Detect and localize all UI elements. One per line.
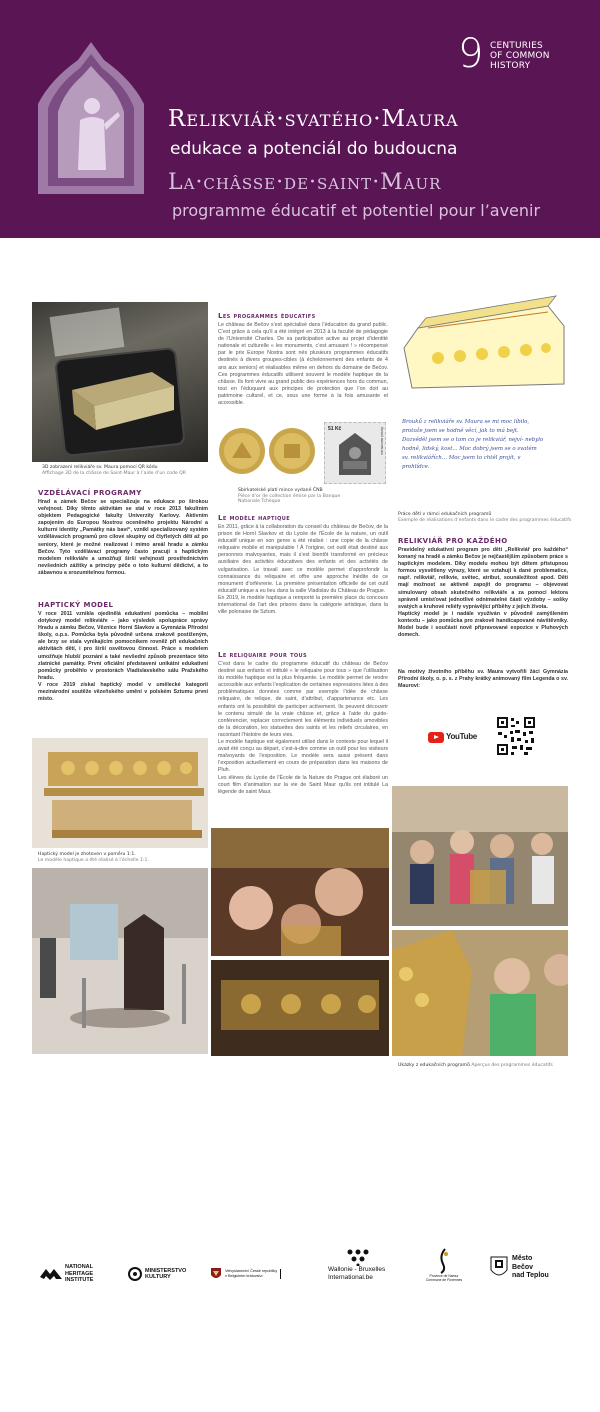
ar-caption-fr: Affichage 3D de la châsse de Saint-Maur à l’aide d’un code QR bbox=[42, 470, 186, 476]
footer-logo-embassy bbox=[210, 1258, 306, 1290]
coins-photo bbox=[218, 422, 318, 480]
saint-maur-shrine-icon bbox=[32, 40, 150, 198]
childrens-drawing bbox=[398, 288, 570, 508]
children-photo-2 bbox=[211, 960, 389, 1056]
text-film: Na motivy životního příběhu sv. Maura vytvořili žáci Gymnázia Přírodní školy, o. p. s. z Prahy krátký animovaný film Legenda o sv. Maurovi: bbox=[398, 669, 568, 690]
subtitle-fr: programme éducatif et potentiel pour l’avenir bbox=[172, 201, 541, 220]
ar-caption-cz: 3D zobrazení relikviáře sv. Maura pomocí QR kódu bbox=[42, 465, 158, 470]
footer-logo-ministry bbox=[128, 1258, 196, 1290]
becov-crest-icon bbox=[490, 1256, 508, 1280]
drawing-caption-fr: Exemple de réalisations d’enfants dans le cadre des programmes éducatifs bbox=[398, 517, 572, 523]
header-banner bbox=[0, 0, 600, 238]
florennes-label: Province de Namur Commune de Florennes bbox=[425, 1274, 463, 1283]
coins-caption-fr: Pièce d’or de collection émise par la Banque Nationale Tchèque bbox=[238, 493, 341, 505]
centuries-text: CENTURIES OF COMMON HISTORY bbox=[490, 41, 550, 71]
handwriting-line: protože jsem se hodně věcí, jak to má bejt. bbox=[402, 428, 519, 434]
ar-caption bbox=[42, 465, 212, 476]
text-kazdeho: Pravidelný edukativní program pro děti „Relikviář pro každého“ konaný na hradě a zámku Bečov je nejčastějším způsobem práce s haptickým modelem. Díky modelu mohou být dětem přístupnou formou vysvětleny výrazy, které se vztahují k dané problematice, např. relikviář, relikvie, světec, atribut, sounáležitost apod. Děti mají možnost se aktivně zapojit do programu – objevovat simulovaný obsah skutečného relikviáře a za pomoci lektora správně umísťovat jednotlivé odnímatelné části výzdoby – sošky svatých a kruhové reliéfy vyprávějící příběhy z jejich života. Haptický model je i nadále využíván v původně zamýšleném kontextu – jako pomůcka pro zrakově handicapované návštěvníky. Model bude i součástí nově připravované expozice v Pluhových domech. bbox=[398, 547, 568, 639]
haptic-model-photo bbox=[32, 738, 208, 848]
becov-label: Město Bečov nad Teplou bbox=[512, 1255, 549, 1280]
heading-kazdeho: RELIKVIÁŘ PRO KAŽDÉHO bbox=[398, 537, 508, 545]
heading-hapticky: HAPTICKÝ MODEL bbox=[38, 601, 114, 609]
stamp-country: ČESKÁ REPUBLIKA bbox=[380, 427, 384, 455]
nhi-icon bbox=[40, 1267, 62, 1281]
text-vzdelavaci: Hrad a zámek Bečov se specializuje na edukace po širokou veřejnost. Díky těmto aktivitám se stal v roce 2013 fakultním objektem Pedagogické fakulty Univerzity Karlovy. Aktivním zapojením do Europou Nostrou oceněného projektu Národní a kulturní identity „Památky nás baví“, vznikl specializovaný systém vzdělávacích programů pro cílové skupiny od čtyřletých dětí až po seniory, které je možné realizovat i mimo areál hradu a zámku Bečov. Tyto vzdělávací programy často pracují s haptickým modelem relikviáře a umožňují širší veřejnosti prostřednictvím nevšedních zážitky a principy péče o toto kulturní dědictví, a to zábavnou a srozumitelnou formou. bbox=[38, 499, 208, 576]
title-cz: Relikviář·svatého·Maura bbox=[168, 106, 459, 132]
exhibition-photo bbox=[32, 868, 208, 1054]
model-caption bbox=[38, 852, 208, 863]
heading-vzdelavaci: VZDĚLÁVACÍ PROGRAMY bbox=[38, 489, 142, 497]
examples-caption bbox=[398, 1063, 574, 1069]
text-programmes: Le château de Bečov s’est spécialisé dans l’éducation du grand public. C’est grâce à cela qu’il a été intégré en 2013 à la faculté de pédagogie de l’Université Charles. De sa participation active au projet d’identité nationale et culturelle « les monuments, c’est amusant ! » récompensé par le prix Europe Nostra sont nés plusieurs programmes éducatifs destinés à divers groupes-cibles (à échelonnement des enfants de 4 ans aux seniors) et réalisables même en dehors du domaine de Bečov. Ces programmes éducatifs utilisent souvent le modèle haptique de la châsse. Ils font vivre au grand public des expériences hors du commun, tout en l’éduquant aux principes de protection que l’on doit au patrimoine culturel, et ce, sous une forme à la fois amusante et accessible. bbox=[218, 322, 388, 407]
florennes-icon bbox=[437, 1248, 451, 1274]
centuries-number: 9 bbox=[458, 31, 484, 77]
stamp-value: 51 Kč bbox=[328, 426, 342, 432]
text-hapticky: V roce 2011 vznikla ojedinělá edukativní pomůcka – mobilní dotykový model relikviáře – jako výsledek spolupráce správy Hradu a zámku Bečov, Věznice Horní Slavkov a Gymnázia Přírodní školy, o.p.s. Pomůcka byla původně určena zrakově postiženým, ale brzy se stala vynikajícím pomocníkem rovněž při edukačních aktivitách dětí, i pro širší osvětovou činnost. Práce s modelem umožňuje hlubší poznání a také nevšední způsob prezentace této zlatnické památky. První oficiální představení unikátní edukativní pomůcky proběhlo v prostorách Vladislavského sálu Pražského hradu. V roce 2019 získal haptický model v umělecké kategorii mezinárodní soutěže vězeňského umění v polském Sztumu první místo. bbox=[38, 611, 208, 703]
ministry-label: MINISTERSTVO KULTURY bbox=[145, 1267, 187, 1280]
model-caption-fr: Le modèle haptique a été réalisé à l’échelle 1:1. bbox=[38, 857, 149, 863]
centuries-logo bbox=[458, 31, 588, 80]
coins-caption-cz: Sbírkatelské platí mince vydané ČNB bbox=[238, 488, 323, 493]
footer-logo-wbi bbox=[328, 1248, 402, 1292]
ar-qr-photo bbox=[32, 302, 208, 462]
examples-caption-cz: Ukázky z edukačních programů bbox=[398, 1063, 470, 1068]
title-fr: La·châsse·de·saint·Maur bbox=[168, 170, 442, 195]
model-caption-cz: Haptický model je zhotoven v poměru 1:1. bbox=[38, 852, 136, 857]
heading-modele: Le modèle haptique bbox=[218, 514, 291, 522]
text-reliquaire: C’est dans le cadre du programme éducatif du château de Bečov destiné aux enfants et intitulé « le reliquaire pour tous » que l’utilisation du modèle haptique est la plus fréquente. Le modèle permet de rendre accessible aux enfants l’explication de certaines expressions liées à des problématiques données comme par exemple l’idée de châsse reliquaire, de relique, de saint, d’attribut, d’appartenance etc. Les enfants ont la possibilité de participer activement. Ils peuvent découvrir le contenu simulé de la vraie châsse et, grâce à l’aide du guide-conférencier, replacer correctement les éléments individuels amovibles de la décoration, les statuettes des saints et les reliefs circulaires, en racontant l’histoire de leurs vies. Le modèle haptique est également utilisé dans le contexte pour lequel il avait été conçu au départ, c’est-à-dire comme un outil pour les visiteurs malvoyants de l’exposition. Le modèle sera aussi présent dans l’exposition actuellement en cours de préparation dans les maisons de Pluh. Les élèves du Lycée de l’École de la Nature de Prague ont élaboré un court film d’animation sur la vie de Saint Maur qu’ils ont intitulé La légende de saint Maur. bbox=[218, 661, 388, 795]
children-photo-1 bbox=[211, 828, 389, 956]
youtube-icon bbox=[428, 732, 444, 743]
wbi-dots-icon bbox=[344, 1248, 374, 1266]
youtube-label: YouTube bbox=[446, 732, 477, 741]
children-photo-4 bbox=[392, 930, 568, 1056]
heading-programmes: Les programmes éducatifs bbox=[218, 312, 316, 320]
handwriting-line: prohlídce. bbox=[402, 464, 430, 470]
handwriting-text bbox=[402, 418, 566, 472]
ministry-icon bbox=[128, 1267, 142, 1281]
coat-of-arms-icon bbox=[210, 1267, 222, 1281]
coins-caption bbox=[238, 488, 348, 505]
embassy-label: Velvyslanectví České republiky v Belgickém království bbox=[225, 1269, 281, 1279]
qr-code[interactable] bbox=[496, 716, 536, 756]
wbi-label: Wallonie - Bruxelles International.be bbox=[328, 1266, 386, 1281]
footer-logo-becov bbox=[490, 1252, 570, 1284]
heading-reliquaire: Le reliquaire pour tous bbox=[218, 651, 307, 659]
drawing-caption bbox=[398, 512, 574, 523]
footer-logo-florennes bbox=[420, 1248, 468, 1292]
handwriting-line: Dozvěděl jsem se o tom co je relikviář, nejví- nebylo bbox=[402, 437, 544, 443]
stamp-image bbox=[324, 422, 386, 484]
nhi-label: NATIONAL HERITAGE INSTITUTE bbox=[65, 1264, 94, 1284]
examples-caption-fr: Aperçus des programmes éducatifs bbox=[471, 1063, 553, 1068]
handwriting-line: Brouků z relikviáře sv. Maura se mi moc líbilo, bbox=[402, 419, 530, 425]
handwriting-line: hodně, lidský, kost... Moc dobrý jsem se o svatém bbox=[402, 446, 537, 452]
footer-logo-nhi bbox=[40, 1258, 110, 1290]
subtitle-cz: edukace a potenciál do budoucna bbox=[170, 139, 458, 159]
drawing-caption-cz: Práce dětí v rámci edukačních programů bbox=[398, 512, 492, 517]
youtube-link[interactable] bbox=[428, 730, 480, 744]
text-modele: En 2011, grâce à la collaboration du conseil du château de Bečov, de la prison de Horní Slavkov et du Lycée de l’École de la nature, un outil éducatif unique en son genre a été réalisé : une copie de la châsse reliquaire mobile et manipulable ! À l’origine, cet outil était destiné aux personnes malvoyantes, mais il s’est bientôt transformé en précieux auxiliaire des activités éducatives des enfants et des activités de vulgarisation. Le travail avec ce modèle permet d’approfondir la connaissance du reliquaire et offre une approche inédite de ce monument d’orfèvrerie. La première présentation officielle de cet outil éducatif unique a eu lieu dans la salle Vladislav du Château de Prague. En 2019, le modèle haptique a remporté la première place du concours international de l’art des prisons dans la catégorie artistique, dans la ville polonaise de Sztum. bbox=[218, 524, 388, 616]
handwriting-line: sv. relikviářích... Moc jsem to chtěl projít, v bbox=[402, 455, 521, 461]
children-photo-3 bbox=[392, 786, 568, 926]
